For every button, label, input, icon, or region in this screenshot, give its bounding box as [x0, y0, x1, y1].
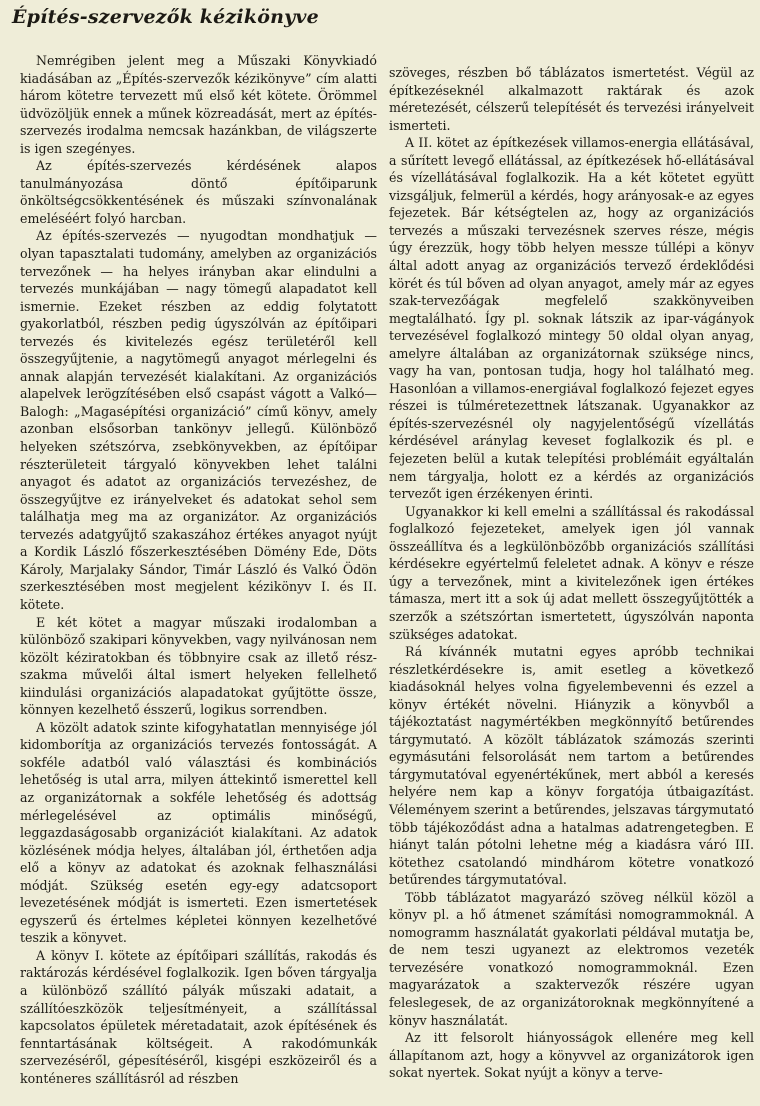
left-column — [20, 52, 377, 1087]
paragraph: Nemrégiben jelent meg a Műszaki Könyvkiadó kiadásában az „Építés-szervezők kézikönyve” cím alatti három kötetre tervezett mű első két kötete. Örömmel üdvözöljük ennek a műnek közreadását, mert az építés-szervezés irodalma nemcsak hazánkban, de világszerte is igen szegényes. — [20, 53, 377, 156]
paragraph: E két kötet a magyar műszaki irodalomban a különböző szakipari könyvekben, vagy nyilvánosan nem közölt kéziratokban és többnyire csak az illető rész-szakma művelői által ismert helyeken fellelhető kiindulási organizációs alapadatokat gyűjtötte össze, könnyen kezelhető ésszerű, logikus sorrendben. — [20, 614, 377, 718]
right-column — [389, 64, 754, 1082]
page-title: Építés-szervezők kézikönyve — [12, 6, 319, 28]
paragraph: Az építés-szervezés kérdésének alapos tanulmányozása döntő építőiparunk önköltségcsökkentésének és műszaki színvonalának emeléséért folyó harcban. — [20, 158, 377, 226]
paragraph: A közölt adatok szinte kifogyhatatlan mennyisége jól kidomborítja az organizációs tervezés fontosságát. A sokféle adatból való választási és kombinációs lehetőség is utal arra, milyen áttekintő ismerettel kell az organizátornak a sokféle lehetőség és adottság mérlegelésével az optimális minőségű, leggazdaságosabb organizációt kialakítani. Az adatok közlésének módja helyes, általában jól, érthetően adja elő a könyv az adatokat és azoknak felhasználási módját. Szükség esetén egy-egy adatcsoport levezetésének módját is ismerteti. Ezen ismertetések egyszerű és értelmes képletei könnyen kezelhetővé teszik a könyvet. — [20, 719, 377, 946]
paragraph: Az építés-szervezés — nyugodtan mondhatjuk — olyan tapasztalati tudomány, amelyben az organizációs tervezőnek — ha helyes irányban akar elindulni a tervezés munkájában — nagy tömegű alapadatot kell ismernie. Ezeket részben az eddig folytatott gyakorlatból, részben pedig úgyszólván az építőipari tervezés és kivitelezés egész területéről kell összegyűjtenie, a nagytömegű anyagot mérlegelni és annak alapján tervezését kialakítani. Az organizációs alapelvek lerögzítésében első csapást vágott a Valkó—Balogh: „Magasépítési organizáció” című könyv, amely azonban elsősorban tankönyv jellegű. Különböző helyeken szétszórva, zsebkönyvekben, az építőipar részterületeit tárgyaló könyvekben lehet találni anyagot és adatot az organizációs tervezéshez, de összegyűjtve ez irányelveket és adatokat sehol sem találhatja meg ma az organizátor. Az organizációs tervezés adatgyűjtő szakaszához értékes anyagot nyújt a Kordik László főszerkesztésében Dömény Ede, Döts Károly, Marjalaky Sándor, Timár László és Valkó Ödön szerkesztésében most megjelent kézikönyv I. és II. kötete. — [20, 228, 377, 612]
paragraph: Ugyanakkor ki kell emelni a szállítással és rakodással foglalkozó fejezeteket, amelyek igen jól vannak összeállítva és a legkülönbözőbb organizációs szállítási kérdésekre egyértelmű feleletet adnak. A könyv e része úgy a tervezőnek, mint a kivitelezőnek igen értékes támasza, mert itt a sok új adat mellett összegyűjtötték a szerzők a szétszórtan ismertetett, úgyszólván naponta szükséges adatokat. — [389, 503, 754, 642]
paragraph: Az itt felsorolt hiányosságok ellenére meg kell állapítanom azt, hogy a könyvvel az organizátorok igen sokat nyertek. Sokat nyújt a könyv a terve- — [389, 1030, 754, 1081]
paragraph: A könyv I. kötete az építőipari szállítás, rakodás és raktározás kérdésével foglalkozik. Igen bőven tárgyalja a különböző szállító pályák műszaki adatait, a szállítóeszközök teljesítményeit, a szállítással kapcsolatos épületek méretadatait, azok építésének és fenntartásának költségeit. A rakodómunkák szervezéséről, gépesítéséről, kisgépi eszközeiről és a konténeres szállításról ad részben — [20, 947, 377, 1086]
paragraph-continued: szöveges, részben bő táblázatos ismertetést. Végül az építkezéseknél alkalmazott raktárak és azok méretezését, célszerű telepítését és tervezési irányelveit ismerteti. — [389, 65, 754, 133]
paragraph: A II. kötet az építkezések villamos-energia ellátásával, a sűrített levegő ellátással, az építkezések hő-ellátásával és vízellátásával foglalkozik. Ha a két kötetet együtt vizsgáljuk, felmerül a kérdés, hogy arányosak-e az egyes fejezetek. Bár kétségtelen az, hogy az organizációs tervezés a műszaki tervezésnek szerves része, mégis úgy érezzük, hogy több helyen messze túllépi a könyv által adott anyag az organizációs tervező érdeklődési körét és túl bőven ad olyan anyagot, amely már az egyes szak-tervezőágak megfelelő szakkönyveiben megtalálható. Így pl. soknak látszik az ipar-vágányok tervezésével foglalkozó mintegy 50 oldal olyan anyag, amelyre általában az organizátornak szüksége nincs, vagy ha van, pontosan tudja, hogy hol található meg. Hasonlóan a villamos-energiával foglalkozó fejezet egyes részei is túlméretezettnek látszanak. Ugyanakkor az építés-szervezésnél oly nagyjelentőségű vízellátás kérdésével aránylag keveset foglalkozik és pl. e fejezeten belül a kutak telepítési problémáit egyáltalán nem tárgyalja, holott ez a kérdés az organizációs tervezőt igen érzékenyen érinti. — [389, 135, 754, 502]
paragraph: Több táblázatot magyarázó szöveg nélkül közöl a könyv pl. a hő átmenet számítási nomogrammoknál. A nomogramm használatát gyakorlati példával mutatja be, de nem teszi ugyanezt az elektromos vezeték tervezésére vonatkozó nomogrammoknál. Ezen magyarázatok a szaktervezők részére ugyan feleslegesek, de az organizátoroknak megkönnyítené a könyv használatát. — [389, 889, 754, 1028]
paragraph: Rá kívánnék mutatni egyes apróbb technikai részletkérdésekre is, amit esetleg a következő kiadásoknál helyes volna figyelembevenni és ezzel a könyv értékét növelni. Hiányzik a könyvből a tájékoztatást nagymértékben megkönnyítő betűrendes tárgymutató. A közölt táblázatok számozás szerinti egymásutáni felsorolását nem tartom a betűrendes tárgymutatóval egyenértékűnek, mert abból a keresés helyére nem kap a könyv forgatója útbaigazítást. Véleményem szerint a betűrendes, jelszavas tárgymutató több tájékoződást adna a hatalmas adatrengetegben. E hiányt talán pótolni lehetne még a kiadásra váró III. kötethez csatolandó mindhárom kötetre vonatkozó betűrendes tárgymutatóval. — [389, 644, 754, 888]
